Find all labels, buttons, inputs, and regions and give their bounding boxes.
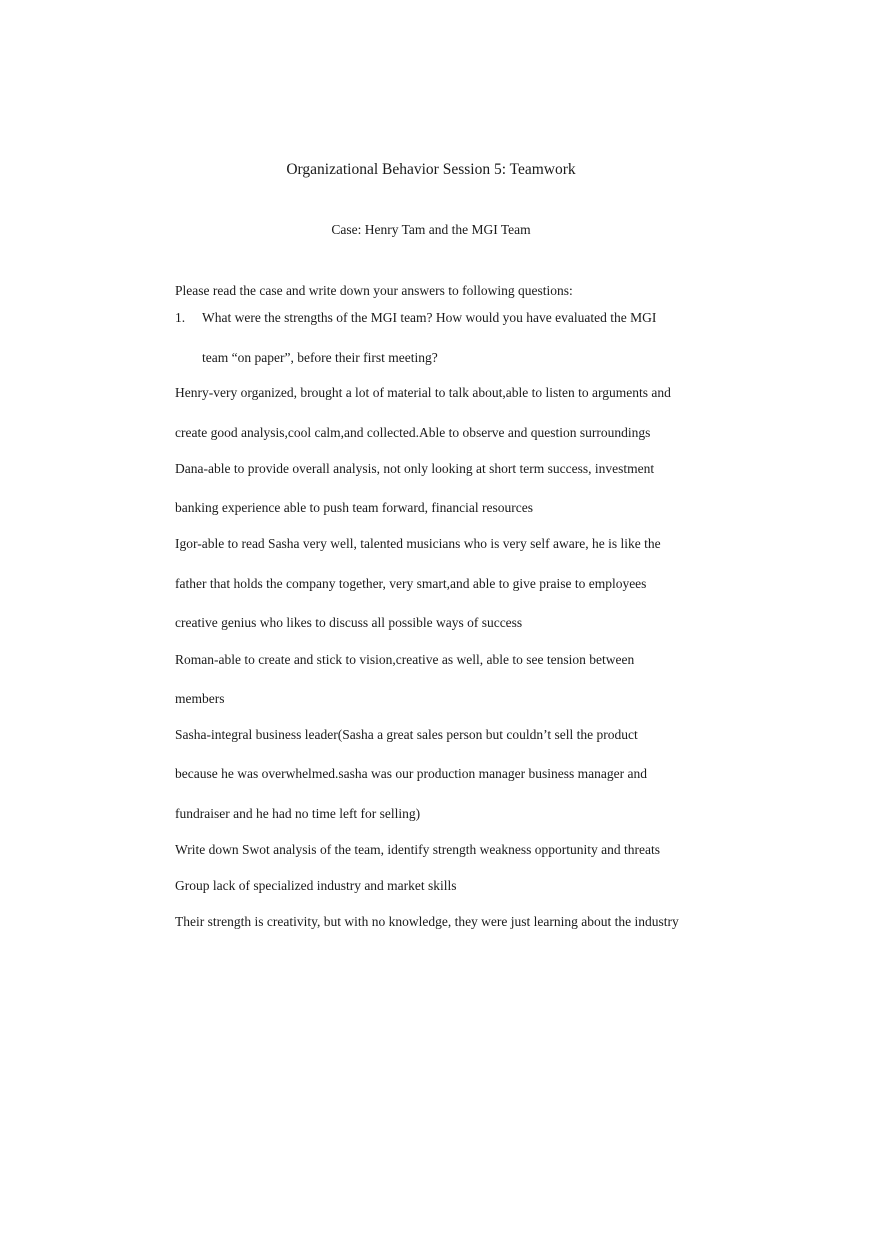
document-title: Organizational Behavior Session 5: Teamwork bbox=[286, 161, 576, 178]
answer-line: Sasha-integral business leader(Sasha a great sales person but couldn’t sell the product bbox=[175, 727, 638, 742]
answer-line: banking experience able to push team forward, financial resources bbox=[175, 500, 533, 515]
answer-line: fundraiser and he had no time left for selling) bbox=[175, 806, 421, 821]
question-number: 1. bbox=[175, 310, 186, 325]
answer-line: Group lack of specialized industry and market skills bbox=[175, 878, 457, 893]
answer-line: Igor-able to read Sasha very well, talented musicians who is very self aware, he is like the bbox=[175, 536, 661, 551]
answer-line: Roman-able to create and stick to vision,creative as well, able to see tension between bbox=[175, 652, 635, 667]
answer-line: create good analysis,cool calm,and collected.Able to observe and question surroundings bbox=[175, 425, 651, 440]
answer-line: Write down Swot analysis of the team, identify strength weakness opportunity and threats bbox=[175, 842, 660, 857]
answer-line: creative genius who likes to discuss all possible ways of success bbox=[175, 615, 523, 630]
answer-line: Dana-able to provide overall analysis, not only looking at short term success, investment bbox=[175, 461, 655, 476]
instructions: Please read the case and write down your answers to following questions: bbox=[175, 283, 573, 298]
answer-line: members bbox=[175, 691, 225, 706]
answer-line: Henry-very organized, brought a lot of material to talk about,able to listen to arguments and bbox=[175, 385, 671, 400]
answer-line: Their strength is creativity, but with no knowledge, they were just learning about the industry bbox=[175, 914, 679, 929]
case-title: Case: Henry Tam and the MGI Team bbox=[331, 222, 531, 237]
answer-line: because he was overwhelmed.sasha was our production manager business manager and bbox=[175, 766, 647, 781]
answer-line: father that holds the company together, very smart,and able to give praise to employees bbox=[175, 576, 647, 591]
question-text-line: What were the strengths of the MGI team? How would you have evaluated the MGI bbox=[202, 310, 657, 325]
question-text-line: team “on paper”, before their first meeting? bbox=[202, 350, 438, 365]
